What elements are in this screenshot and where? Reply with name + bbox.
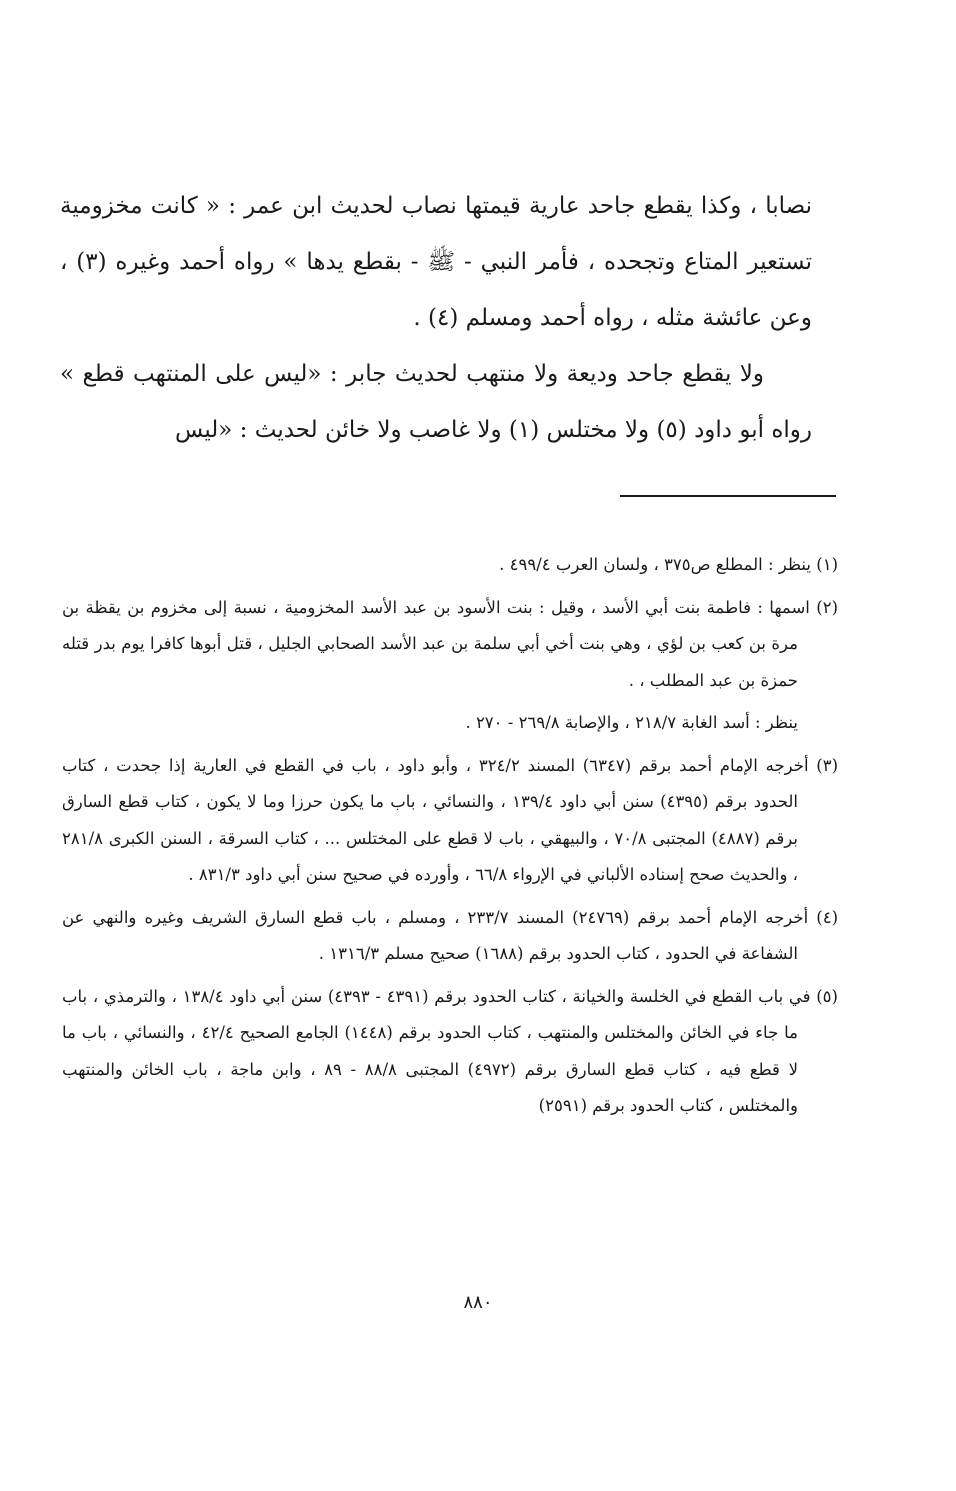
footnotes	[62, 547, 838, 1131]
footnote-divider	[620, 495, 836, 497]
footnote-2-reference: ينظر : أسد الغابة ٢١٨/٧ ، والإصابة ٢٦٩/٨ - ٢٧٠ .	[465, 713, 798, 732]
footnote-3: (٣) أخرجه الإمام أحمد برقم (٦٣٤٧) المسند ٣٢٤/٢ ، وأبو داود ، باب في القطع في العارية إذا جحدت ، كتاب الحدود برقم (٤٣٩٥) سنن أبي داود ١٣٩/٤ ، والنسائي ، باب ما يكون حرزا وما لا يكون ، كتاب قطع السارق برقم (٤٨٨٧) المجتبى ٧٠/٨ ، والبيهقي ، باب لا قطع على المختلس ... ، كتاب السرقة ، السنن الكبرى ٢٨١/٨ ، والحديث صحح إسناده الألباني في الإرواء ٦٦/٨ ، وأورده في صحيح سنن أبي داود ٨٣١/٣ .	[62, 755, 838, 884]
footnote-5: (٥) في باب القطع في الخلسة والخيانة ، كتاب الحدود برقم (٤٣٩١ - ٤٣٩٣) سنن أبي داود ١٣٨/٤ ، والترمذي ، باب ما جاء في الخائن والمختلس والمنتهب ، كتاب الحدود برقم (١٤٤٨) الجامع الصحيح ٤٢/٤ ، والنسائي ، باب ما لا قطع فيه ، كتاب قطع السارق برقم (٤٩٧٢) المجتبى ٨٨/٨ - ٨٩ ، وابن ماجة ، باب الخائن والمنتهب والمختلس ، كتاب الحدود برقم (٢٥٩١)	[62, 986, 838, 1115]
footnote-4: (٤) أخرجه الإمام أحمد برقم (٢٤٧٦٩) المسند ٢٣٣/٧ ، ومسلم ، باب قطع السارق الشريف وغيره والنهي عن الشفاعة في الحدود ، كتاب الحدود برقم (١٦٨٨) صحيح مسلم ١٣١٦/٣ .	[62, 907, 838, 963]
main-paragraph-2: ولا يقطع جاحد وديعة ولا منتهب لحديث جابر : «ليس على المنتهب قطع » رواه أبو داود (٥) ولا مختلس (١) ولا غاصب ولا خائن لحديث : «ليس	[60, 361, 812, 443]
footnote-2: (٢) اسمها : فاطمة بنت أبي الأسد ، وقيل : بنت الأسود بن عبد الأسد المخزومية ، نسبة إلى مخزوم بن يقظة بن مرة بن كعب بن لؤي ، وهي بنت أخي أبي سلمة بن عبد الأسد الصحابي الجليل ، قتل أبوها كافرا يوم بدر قتله حمزة بن عبد المطلب ، .	[62, 597, 838, 690]
footnote-1: (١) ينظر : المطلع ص٣٧٥ ، ولسان العرب ٤٩٩/٤ .	[499, 555, 838, 574]
main-paragraph-1: نصابا ، وكذا يقطع جاحد عارية قيمتها نصاب لحديث ابن عمر : « كانت مخزومية تستعير المتاع وتجحده ، فأمر النبي - ﷺ - بقطع يدها » رواه أحمد وغيره (٣) ، وعن عائشة مثله ، رواه أحمد ومسلم (٤) .	[60, 193, 812, 331]
main-text	[60, 178, 812, 458]
page-number: ٨٨٠	[463, 1292, 493, 1313]
